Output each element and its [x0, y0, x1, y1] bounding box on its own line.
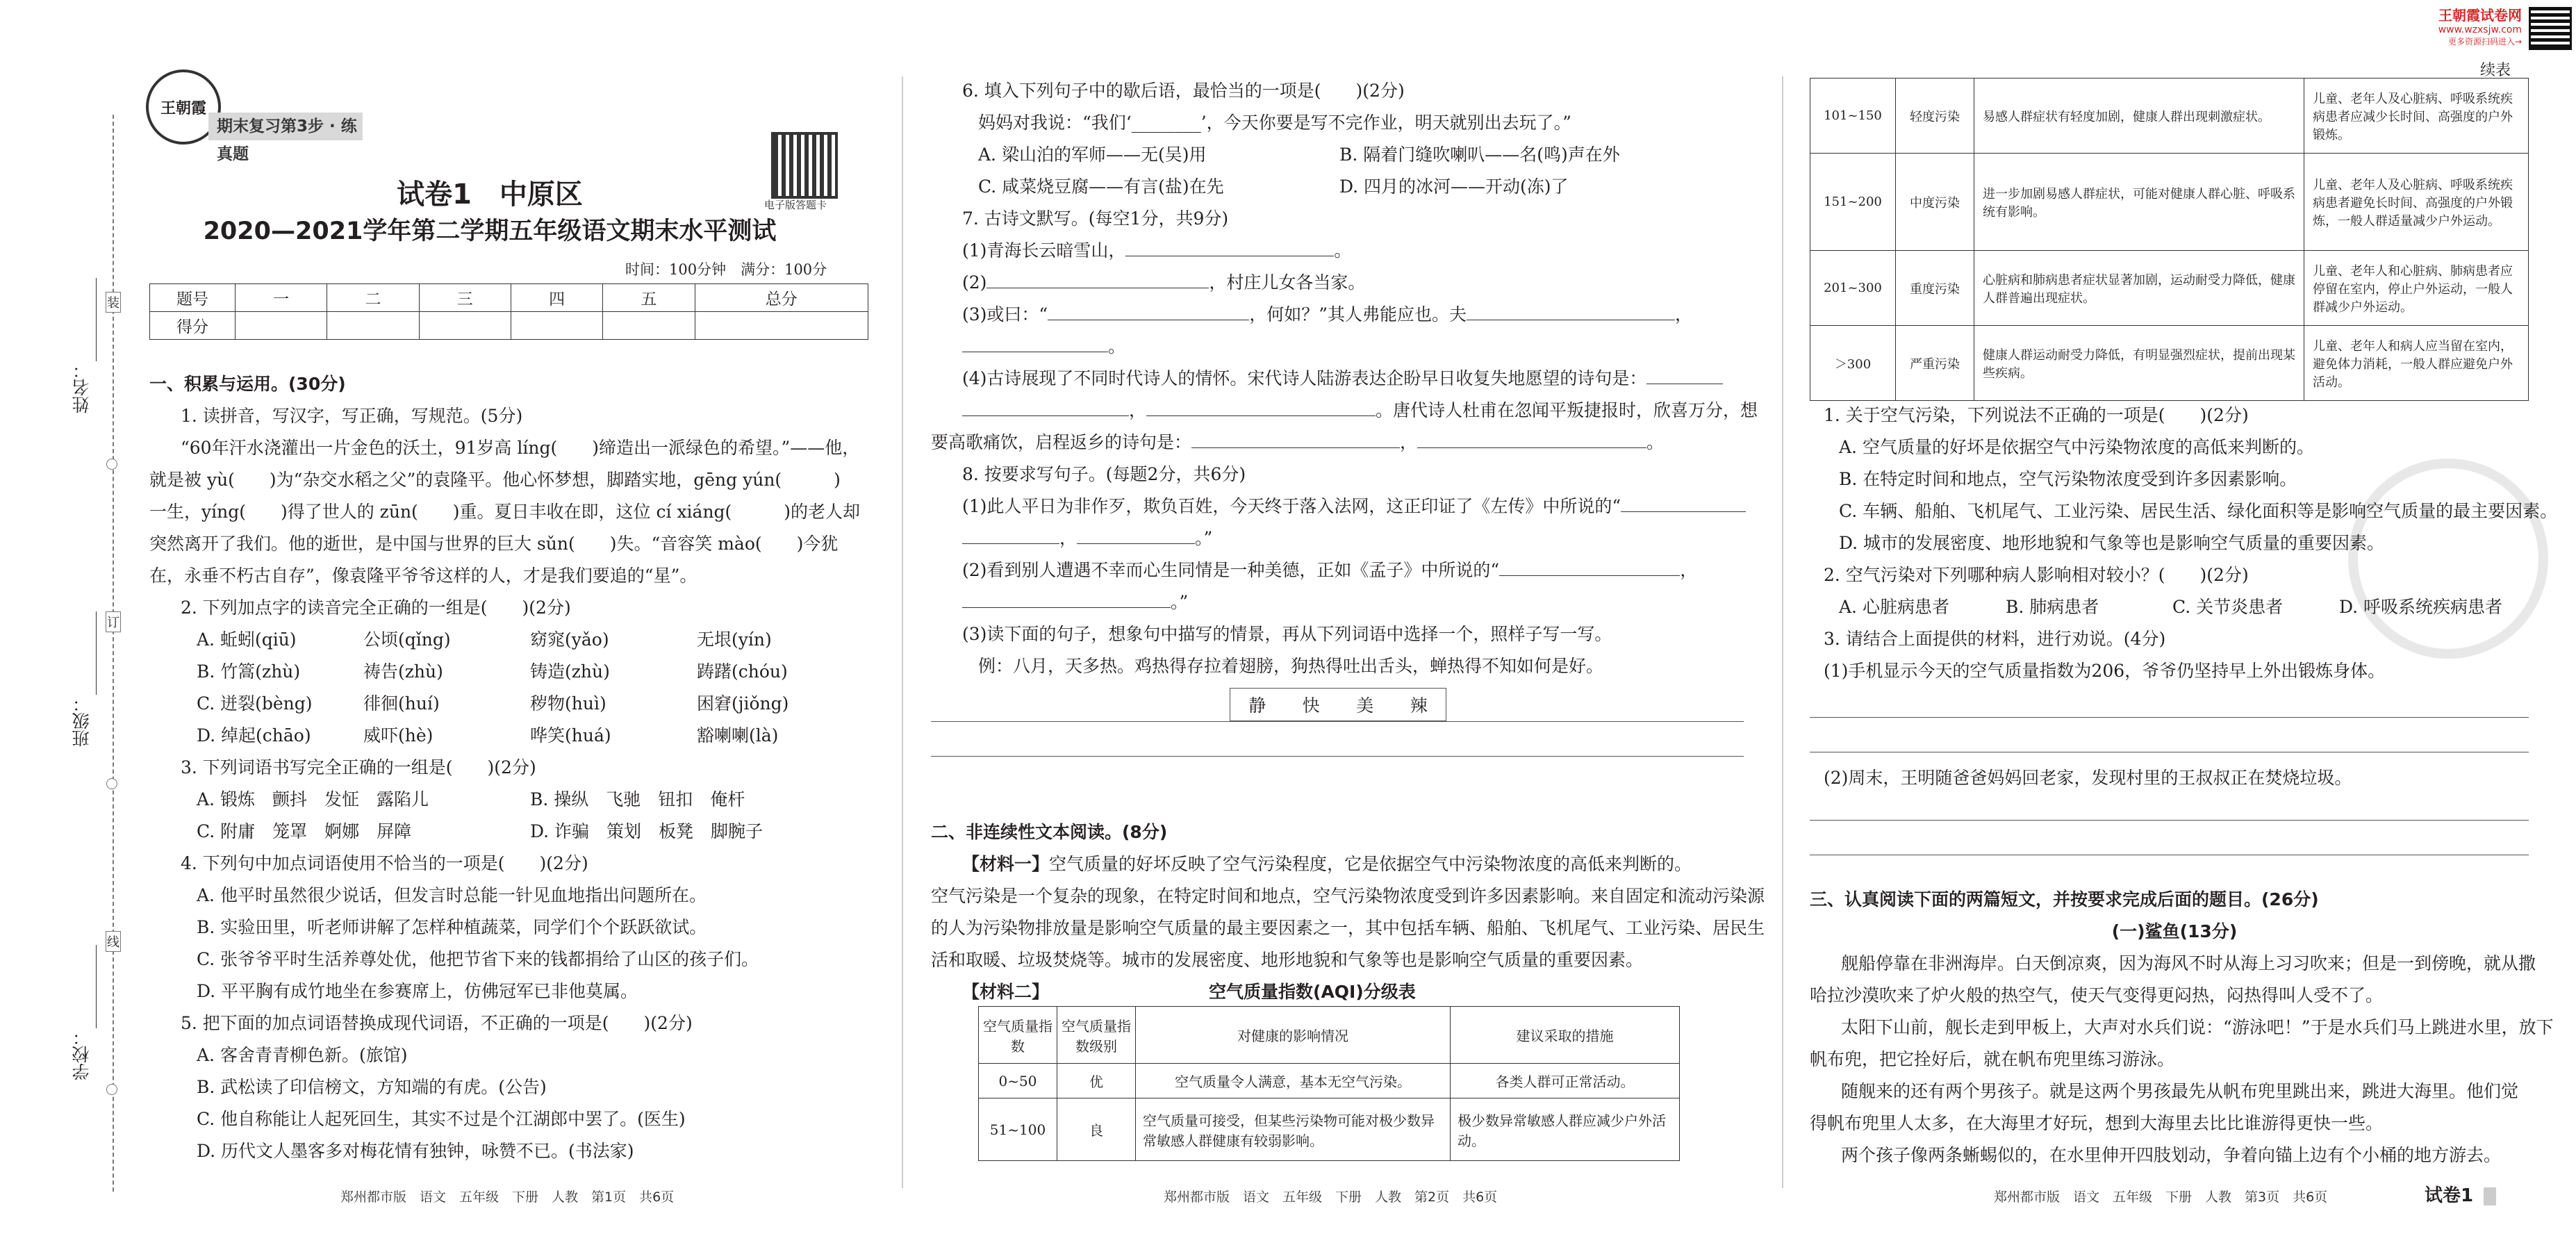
- school-field[interactable]: [96, 945, 97, 1028]
- q1-stem: 1. 读拼音，写汉字，写正确，写规范。(5分): [181, 406, 523, 426]
- binding-mark: 订: [106, 611, 121, 632]
- aqi-cell: 进一步加剧易感人群症状，可能对健康人群心脏、呼吸系统有影响。: [1974, 154, 2304, 251]
- word-option[interactable]: 美: [1356, 695, 1374, 716]
- time-score: 时间：100分钟 满分：100分: [625, 261, 827, 278]
- option: 无垠(yín): [697, 629, 772, 650]
- answer-blank[interactable]: [962, 524, 1059, 544]
- school-label: 学校：: [72, 1028, 92, 1080]
- option: A. 蚯蚓(qiū): [197, 629, 297, 650]
- q2-stem: 2. 空气污染对下列哪种病人影响相对较小？( )(2分): [1824, 565, 2249, 585]
- answer-blank[interactable]: [962, 332, 1108, 352]
- binding-mark: 线: [106, 931, 121, 952]
- section-1-heading: 一、积累与运用。(30分): [149, 374, 346, 394]
- q7-stem: 7. 古诗文默写。(每空1分，共9分): [962, 208, 1229, 229]
- aqi-table: [978, 1006, 1680, 1161]
- step-banner-text: 期末复习第3步 · 练真题: [217, 117, 357, 163]
- page-footer: 郑州都市版 语文 五年级 下册 人教 第2页 共6页: [1164, 1190, 1498, 1205]
- aqi-cell: 心脏病和肺病患者症状显著加剧，运动耐受力降低，健康人群普遍出现症状。: [1974, 251, 2304, 326]
- q7-4-text: 。唐代诗人杜甫在忽闻平叛捷报时，欣喜万分，想: [1376, 400, 1758, 420]
- option[interactable]: A. 客舍青青柳色新。(旅馆): [197, 1045, 408, 1065]
- section-2-heading: 二、非连续性文本阅读。(8分): [931, 822, 1168, 842]
- word-option[interactable]: 快: [1302, 695, 1320, 716]
- q2-option-row[interactable]: [197, 656, 872, 688]
- option: 公顷(qǐng): [363, 629, 451, 650]
- option[interactable]: D. 平平胸有成竹地坐在参赛席上，仿佛冠军已非他莫属。: [197, 981, 638, 1001]
- q7-1: (1)青海长云暗雪山，: [962, 240, 1126, 261]
- score-cell[interactable]: [327, 312, 419, 340]
- q2-options: [149, 624, 872, 752]
- section-2: [931, 816, 1765, 1008]
- qr-caption: 电子版答题卡: [764, 199, 827, 211]
- page-3-questions: [1824, 400, 2558, 687]
- aqi-header: 空气质量指数级别: [1057, 1007, 1136, 1064]
- aqi-cell: 51~100: [979, 1098, 1057, 1161]
- q6-stem: 6. 填入下列句子中的歇后语，最恰当的一项是( )(2分): [962, 81, 1405, 101]
- option: B. 操纵 飞驰 钮扣 俺杆: [530, 789, 745, 809]
- option[interactable]: C. 张爷爷平时生活养尊处优，他把节省下来的钱都捐给了山区的孩子们。: [197, 949, 759, 969]
- answer-blank[interactable]: [1621, 492, 1746, 512]
- q7-2: (2): [962, 272, 987, 293]
- option[interactable]: C. 关节炎患者: [2172, 597, 2284, 617]
- step-banner: [208, 113, 363, 163]
- option: 徘徊(huí): [363, 693, 440, 714]
- aqi-cell: 重度污染: [1896, 251, 1974, 326]
- q3-stem: 3. 下列词语书写完全正确的一组是( )(2分): [181, 757, 536, 777]
- aqi-cell: 轻度污染: [1896, 79, 1974, 154]
- option[interactable]: A. 心脏病患者: [1839, 597, 1949, 617]
- paper-tag: [2425, 1181, 2496, 1207]
- option: 秽物(huì): [530, 693, 606, 714]
- option: 踌躇(chóu): [697, 661, 788, 682]
- page-2-body: 6. 填入下列句子中的歇后语，最恰当的一项是( )(2分) 妈妈对我说：“我们‘________’，今天你要是写不完作业，明天就别出去玩了。” A. 梁山泊的军师——无(吴)用 B. 隔着门缝吹喇叭——名(鸣)声在外 C. 咸菜烧豆腐——有言(盐)在先 D. 四月的冰河——开动(冻)了 7. 古诗文默写。(每空1分，共9分) (1)青海长云暗雪山， 。 (2) ，村庄儿女各当家。 (3)或曰：“ ，何如？”其人弗能应也。夫 ， 。 (4)古诗展现了不同时代诗人的情怀。宋代诗人陆游表达企盼早日收复失地愿望的诗句是： ， 。唐代诗人杜甫在忽闻平叛捷报时，欣喜万分，想 要高歌痛饮，启程返乡的诗句是： ， 。 8. 按要求写句子。(每题2分，共6分) (1)此人平日为非作歹，欺负百姓，今天终于落入法网，这正印证了《左传》中所说的“ ， 。” (2)看到别人遭遇不幸而心生同情是一种美德，正如《孟子》中所说的“ ， 。” (3)读下面的句子，想象句中描写的情景，再从下列词语中选择一个，照样子写一写。 例：八月，天多热。鸡热得存拉着翅膀，狗热得吐出舌头，蝉热得不知如何是好。 静 快 美 辣: [931, 75, 1744, 721]
- option: A. 锻炼 颤抖 发怔 露陷儿: [197, 789, 429, 809]
- material-1-text: 活和取暖、垃圾焚烧等。城市的发展密度、地形地貌和气象等也是影响空气质量的重要因素。: [931, 950, 1644, 970]
- binding-margin: [0, 0, 118, 1243]
- q3-2: (2)周末，王明随爸爸妈妈回老家，发现村里的王叔叔正在焚烧垃圾。: [1824, 768, 2352, 788]
- option: D. 四月的冰河——开动(冻)了: [1339, 176, 1569, 197]
- page-2: [931, 0, 1765, 1243]
- page-divider: [1782, 76, 1783, 1188]
- answer-blank[interactable]: [962, 588, 1171, 608]
- aqi-cell: 严重污染: [1896, 326, 1974, 401]
- option: C. 迸裂(bèng): [197, 693, 313, 714]
- name-field[interactable]: [96, 278, 97, 361]
- q3-options: [149, 784, 872, 848]
- option: 哗笑(huá): [530, 725, 611, 746]
- option[interactable]: B. 在特定时间和地点，空气污染物浓度受到许多因素影响。: [1839, 469, 2297, 489]
- q2-stem: 2. 下列加点字的读音完全正确的一组是( )(2分): [181, 598, 571, 618]
- q3-stem: 3. 请结合上面提供的材料，进行劝说。(4分): [1824, 629, 2166, 649]
- brand-name: 王朝霞试卷网: [2438, 7, 2522, 24]
- answer-blank[interactable]: [986, 268, 1209, 288]
- option: 窈窕(yǎo): [530, 629, 609, 650]
- answer-line[interactable]: [1810, 717, 2529, 718]
- q1-text: 就是被 yù( )为“杂交水稻之父”的袁隆平。他心怀梦想，脚踏实地，gēng yún( ): [149, 470, 841, 490]
- word-box: [1230, 688, 1446, 721]
- q8-3: (3)读下面的句子，想象句中描写的情景，再从下列词语中选择一个，照样子写一写。: [962, 624, 1612, 644]
- q3-option-row[interactable]: [197, 784, 872, 816]
- aqi-table-continued: [1810, 78, 2529, 401]
- material-2-label: 【材料二】: [962, 982, 1050, 1002]
- name-label: 姓名：: [72, 361, 92, 413]
- aqi-cell: 儿童、老年人及心脏病、呼吸系统疾病患者应减少长时间、高强度的户外锻炼。: [2304, 79, 2529, 154]
- score-header: 一: [236, 284, 327, 312]
- q2-option-row[interactable]: [197, 688, 872, 720]
- aqi-cell: 空气质量令人满意，基本无空气污染。: [1136, 1064, 1451, 1098]
- answer-line[interactable]: [931, 756, 1744, 757]
- story-line: 帆布兜，把它拴好后，就在帆布兜里练习游泳。: [1810, 1049, 2175, 1069]
- answer-line[interactable]: [1810, 820, 2529, 821]
- option: D. 绰起(chāo): [197, 725, 311, 746]
- aqi-cell: 201~300: [1810, 251, 1896, 326]
- q1-stem: 1. 关于空气污染，下列说法不正确的一项是( )(2分): [1824, 405, 2249, 425]
- material-1-text: 空气污染是一个复杂的现象，在特定时间和地点，空气污染物浓度受到许多因素影响。来自固定和流动污染源: [931, 886, 1765, 906]
- brand-watermark[interactable]: [2383, 4, 2522, 47]
- aqi-header: 空气质量指数: [979, 1007, 1057, 1064]
- score-header: 总分: [695, 284, 868, 312]
- paper-number: 试卷1 中原区: [397, 179, 583, 211]
- aqi-cell: 易感人群症状有轻度加剧，健康人群出现刺激症状。: [1974, 79, 2304, 154]
- option[interactable]: B. 肺病患者: [2006, 597, 2099, 617]
- material-1-label: 【材料一】: [962, 854, 1050, 874]
- aqi-cell: 健康人群运动耐受力降低，有明显强烈症状，提前出现某些疾病。: [1974, 326, 2304, 401]
- q6-option-row[interactable]: [978, 139, 1744, 171]
- class-field[interactable]: [96, 611, 97, 695]
- page-divider: [902, 76, 903, 1188]
- aqi-cell: 儿童、老年人和病人应当留在室内，避免体力消耗，一般人群应避免户外活动。: [2304, 326, 2529, 401]
- q6-option-row[interactable]: [978, 171, 1744, 203]
- q5-stem: 5. 把下面的加点词语替换成现代词语，不正确的一项是( )(2分): [181, 1013, 693, 1033]
- score-cell[interactable]: [511, 312, 602, 340]
- continued-label: 续表: [2480, 62, 2511, 79]
- q1-text: “60年汗水浇灌出一片金色的沃土，91岁高 líng( )缔造出一派绿色的希望。”——他，: [181, 438, 860, 458]
- score-cell[interactable]: [419, 312, 511, 340]
- aqi-cell: 各类人群可正常活动。: [1451, 1064, 1680, 1098]
- aqi-cell: ＞300: [1810, 326, 1896, 401]
- material-1-text: 空气质量的好坏反映了空气污染程度，它是依据空气中污染物浓度的高低来判断的。: [1049, 854, 1692, 874]
- page-1: [104, 0, 875, 1243]
- option: A. 梁山泊的军师——无(吴)用: [978, 145, 1207, 165]
- aqi-header: 建议采取的措施: [1451, 1007, 1680, 1064]
- material-1-text: 的人为污染物排放量是影响空气质量的最主要因素之一，其中包括车辆、船舶、飞机尾气、工业污染、居民生: [931, 918, 1765, 938]
- q4-options: [149, 880, 872, 1007]
- q7-4-text: 要高歌痛饮，启程返乡的诗句是：: [931, 432, 1192, 452]
- score-cell[interactable]: [695, 312, 868, 340]
- page-3: [1792, 0, 2558, 1243]
- brand-url: www.wzxsjw.com: [2438, 24, 2522, 35]
- q7-3: (3)或曰：“: [962, 304, 1048, 324]
- aqi-cell: 极少数异常敏感人群应减少户外活动。: [1451, 1098, 1680, 1161]
- story-title: (一)鲨鱼(13分): [2111, 921, 2238, 941]
- brand-qr-code[interactable]: [2529, 7, 2572, 50]
- answer-blank[interactable]: [962, 396, 1129, 416]
- word-option[interactable]: 辣: [1410, 695, 1428, 716]
- answer-blank[interactable]: [1646, 364, 1723, 384]
- q3-option-row[interactable]: [197, 816, 872, 848]
- aqi-cell: 良: [1057, 1098, 1136, 1161]
- aqi-cell: 儿童、老年人和心脏病、肺病患者应停留在室内，停止户外运动，一般人群减少户外运动。: [2304, 251, 2529, 326]
- score-header: 二: [327, 284, 419, 312]
- binding-mark: 装: [106, 292, 121, 313]
- paper-title: 2020—2021学年第二学期五年级语文期末水平测试: [203, 217, 777, 245]
- option[interactable]: C. 他自称能让人起死回生，其实不过是个江湖郎中罢了。(医生): [197, 1109, 686, 1129]
- score-header: 四: [511, 284, 602, 312]
- score-header: 三: [419, 284, 511, 312]
- section-3-heading: 三、认真阅读下面的两篇短文，并按要求完成后面的题目。(26分): [1810, 889, 2319, 909]
- q8-2: (2)看到别人遭遇不幸而心生同情是一种美德，正如《孟子》中所说的“: [962, 560, 1500, 580]
- option: 困窘(jiǒng): [697, 693, 789, 714]
- option[interactable]: D. 历代文人墨客多对梅花情有独钟，咏赞不已。(书法家): [197, 1141, 634, 1161]
- q7-4: (4)古诗展现了不同时代诗人的情怀。宋代诗人陆游表达企盼早日收复失地愿望的诗句是：: [962, 368, 1647, 388]
- score-cell[interactable]: [603, 312, 695, 340]
- q3-1: (1)手机显示今天的空气质量指数为206，爷爷仍坚持早上外出锻炼身体。: [1824, 661, 2386, 681]
- page-footer: 郑州都市版 语文 五年级 下册 人教 第1页 共6页: [340, 1190, 675, 1205]
- story-line: 哈拉沙漠吹来了炉火般的热空气，使天气变得更闷热，闷热得叫人受不了。: [1810, 985, 2384, 1005]
- answer-blank[interactable]: [1048, 300, 1249, 320]
- story-line: 随舰来的还有两个男孩子。就是这两个男孩最先从帆布兜里跳出来，跳进大海里。他们觉: [1841, 1081, 2519, 1101]
- q7-3-text: ，何如？”其人弗能应也。夫: [1249, 304, 1467, 324]
- option[interactable]: B. 实验田里，听老师讲解了怎样种植蔬菜，同学们个个跃跃欲试。: [197, 917, 707, 937]
- story-line: 两个孩子像两条蜥蜴似的，在水里伸开四肢划动，争着向锚上边有个小桶的地方游去。: [1841, 1145, 2502, 1165]
- score-header: 题号: [150, 284, 236, 312]
- q8-example: 例：八月，天多热。鸡热得存拉着翅膀，狗热得吐出舌头，蝉热得不知如何是好。: [978, 656, 1604, 676]
- option: B. 竹篙(zhù): [197, 661, 301, 682]
- option: 祷告(zhù): [363, 661, 443, 682]
- aqi-cell: 101~150: [1810, 79, 1896, 154]
- answer-blank[interactable]: [1191, 428, 1400, 448]
- q7-2-text: ，村庄儿女各当家。: [1209, 272, 1366, 293]
- answer-blank[interactable]: [1077, 524, 1195, 544]
- q8-stem: 8. 按要求写句子。(每题2分，共6分): [962, 464, 1246, 484]
- logo-text: 王朝霞: [160, 99, 206, 117]
- answer-blank[interactable]: [1146, 396, 1376, 416]
- paper-tag-text: 试卷1: [2425, 1185, 2474, 1206]
- q6-text: 妈妈对我说：“我们‘________’，今天你要是写不完作业，明天就别出去玩了。”: [978, 113, 1571, 133]
- answer-blank[interactable]: [1125, 236, 1334, 256]
- answer-blank[interactable]: [1467, 300, 1675, 320]
- option[interactable]: D. 呼吸系统疾病患者: [2339, 597, 2503, 617]
- story-line: 太阳下山前，舰长走到甲板上，大声对水兵们说：“游泳吧！”于是水兵们马上跳进水里，放下: [1841, 1017, 2554, 1037]
- answer-blank[interactable]: [1417, 428, 1646, 448]
- option: 威吓(hè): [363, 725, 434, 746]
- brand-sub: 更多资源扫码进入→: [2447, 37, 2522, 47]
- option[interactable]: C. 车辆、船舶、飞机尾气、工业污染、居民生活、绿化面积等是影响空气质量的最主要因素。: [1839, 501, 2558, 521]
- q2-option-row[interactable]: [197, 624, 872, 656]
- aqi-cell: 中度污染: [1896, 154, 1974, 251]
- story-line: 舰船停靠在非洲海岸。白天倒凉爽，因为海风不时从海上习习吹来；但是一到傍晚，就从撒: [1841, 953, 2536, 973]
- score-header: 五: [603, 284, 695, 312]
- score-row-label: 得分: [150, 312, 236, 340]
- q5-options: [149, 1039, 872, 1167]
- q2-options: [1824, 591, 2539, 623]
- option[interactable]: A. 他平时虽然很少说话，但发言时总能一针见血地指出问题所在。: [197, 885, 707, 905]
- page-1-body: [149, 368, 872, 1167]
- option[interactable]: D. 城市的发展密度、地形地貌和气象等也是影响空气质量的重要因素。: [1839, 533, 2385, 553]
- paper-tag-bar: [2484, 1187, 2496, 1205]
- word-option[interactable]: 静: [1248, 695, 1266, 716]
- option: 豁喇喇(là): [697, 725, 779, 746]
- option: C. 附庸 笼罩 婀娜 屏障: [197, 821, 412, 841]
- q7-4-comma: ，: [1129, 400, 1147, 420]
- story-line: 得帆布兜里人太多，在大海里才好玩，想到大海里去比比谁游得更快一些。: [1810, 1113, 2384, 1133]
- aqi-cell: 0~50: [979, 1064, 1057, 1098]
- q1-text: 突然离开了我们。他的逝世，是中国与世界的巨大 sǔn( )失。“音容笑 mào( )今犹: [149, 534, 839, 554]
- aqi-table-title: 空气质量指数(AQI)分级表: [1209, 982, 1416, 1002]
- score-table: [149, 283, 868, 340]
- option: D. 诈骗 策划 板凳 脚腕子: [530, 821, 763, 841]
- aqi-cell: 优: [1057, 1064, 1136, 1098]
- page-footer: 郑州都市版 语文 五年级 下册 人教 第3页 共6页: [1994, 1190, 2328, 1205]
- aqi-cell: 151~200: [1810, 154, 1896, 251]
- q1-text: 在，永垂不朽古自存”，像袁隆平爷爷这样的人，才是我们要追的“星”。: [149, 566, 697, 586]
- option: C. 咸菜烧豆腐——有言(盐)在先: [978, 176, 1224, 197]
- q8-1: (1)此人平日为非作歹，欺负百姓，今天终于落入法网，这正印证了《左传》中所说的“: [962, 496, 1621, 516]
- option[interactable]: B. 武松读了印信榜文，方知端的有虎。(公告): [197, 1077, 547, 1097]
- class-label: 班级：: [72, 695, 92, 747]
- section-3: [1810, 884, 2554, 1171]
- option[interactable]: A. 空气质量的好坏是依据空气中污染物浓度的高低来判断的。: [1839, 437, 2314, 457]
- aqi-cell: 儿童、老年人及心脏病、呼吸系统疾病患者避免长时间、高强度的户外锻炼，一般人群适量减少户外运动。: [2304, 154, 2529, 251]
- answer-line[interactable]: [931, 721, 1744, 722]
- aqi-cell: 空气质量可接受，但某些污染物可能对极少数异常敏感人群健康有较弱影响。: [1136, 1098, 1451, 1161]
- aqi-header: 对健康的影响情况: [1136, 1007, 1451, 1064]
- q4-stem: 4. 下列句中加点词语使用不恰当的一项是( )(2分): [181, 853, 588, 873]
- q2-option-row[interactable]: [197, 720, 872, 752]
- option: B. 隔着门缝吹喇叭——名(鸣)声在外: [1339, 145, 1620, 165]
- option: 铸造(zhù): [530, 661, 610, 682]
- answer-blank[interactable]: [1499, 556, 1680, 576]
- q1-text: 一生，yíng( )得了世人的 zūn( )重。夏日丰收在即，这位 cí xiáng( )的老人却: [149, 502, 861, 522]
- score-cell[interactable]: [236, 312, 327, 340]
